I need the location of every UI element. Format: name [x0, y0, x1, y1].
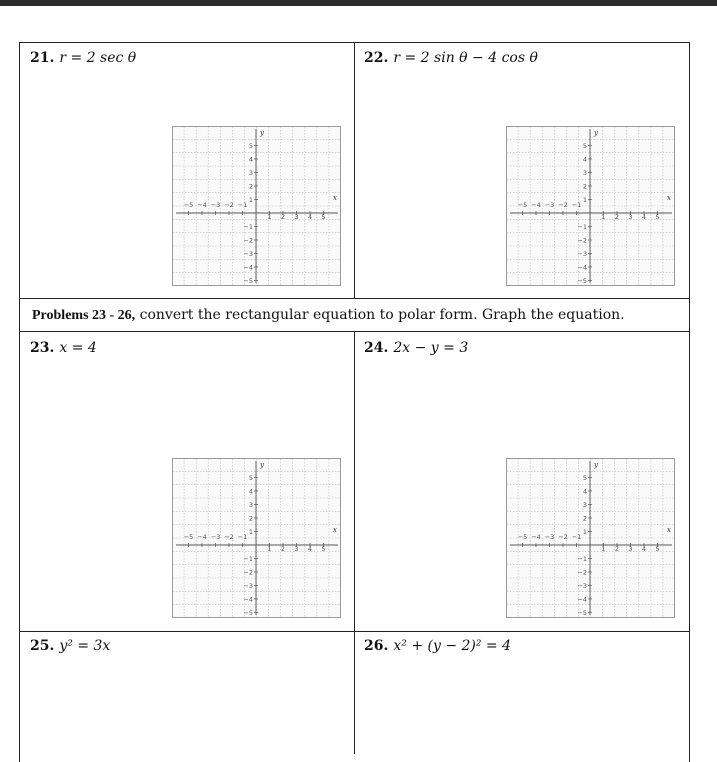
- x-tick-label: 2: [614, 213, 620, 221]
- problem-equation: y² = 3x: [59, 638, 111, 654]
- problem-number: 21.: [30, 50, 55, 66]
- y-tick-label: 4: [582, 487, 587, 496]
- y-tick-label: 5: [582, 141, 587, 150]
- y-tick-label: −3: [243, 581, 253, 590]
- x-axis-label: x: [667, 194, 671, 202]
- x-tick-label: −5: [183, 201, 194, 209]
- y-axis-label: y: [260, 461, 264, 469]
- y-tick-label: 4: [248, 155, 253, 164]
- problem-equation: r = 2 sin θ − 4 cos θ: [393, 50, 538, 66]
- y-tick-label: 1: [248, 195, 253, 204]
- problem-number: 26.: [364, 638, 389, 654]
- y-tick-label: −3: [577, 249, 587, 258]
- x-tick-label: −2: [224, 533, 234, 541]
- x-tick-label: −1: [237, 201, 248, 209]
- x-tick-label: −3: [544, 201, 555, 209]
- y-tick-label: 4: [248, 487, 253, 496]
- coordinate-plane: [172, 126, 341, 286]
- graph-grid-24[interactable]: [506, 458, 675, 618]
- x-tick-label: 4: [307, 545, 313, 553]
- top-bar: [0, 0, 717, 6]
- y-tick-label: −5: [577, 608, 587, 617]
- problem-21: [30, 50, 136, 66]
- y-tick-label: −2: [243, 568, 253, 577]
- x-tick-label: −5: [517, 533, 528, 541]
- x-tick-label: −2: [558, 533, 568, 541]
- coordinate-plane: [506, 126, 675, 286]
- x-tick-label: −2: [558, 201, 568, 209]
- y-tick-label: −2: [577, 568, 587, 577]
- problem-number: 25.: [30, 638, 55, 654]
- problem-equation: x = 4: [59, 340, 97, 356]
- problem-number: 24.: [364, 340, 389, 356]
- x-tick-label: 2: [280, 213, 286, 221]
- y-tick-label: −4: [577, 263, 587, 272]
- x-tick-label: −5: [517, 201, 528, 209]
- problem-22: [364, 50, 538, 66]
- x-tick-label: 1: [267, 213, 272, 221]
- x-tick-label: 3: [294, 213, 299, 221]
- x-tick-label: 2: [280, 545, 286, 553]
- problem-equation: x² + (y − 2)² = 4: [393, 638, 512, 654]
- x-tick-label: −1: [571, 533, 582, 541]
- x-tick-label: 3: [628, 545, 633, 553]
- problem-number: 23.: [30, 340, 55, 356]
- y-axis-label: y: [260, 129, 264, 137]
- x-tick-label: −1: [571, 201, 582, 209]
- column-divider: [354, 331, 355, 754]
- x-tick-label: 1: [267, 545, 272, 553]
- y-tick-label: −1: [243, 222, 253, 231]
- y-tick-label: 4: [582, 155, 587, 164]
- instructions-text: convert the rectangular equation to polar form. Graph the equation.: [135, 307, 625, 323]
- graph-grid-23[interactable]: [172, 458, 341, 618]
- y-tick-label: −3: [577, 581, 587, 590]
- graph-grid-21[interactable]: [172, 126, 341, 286]
- problem-23: [30, 340, 97, 356]
- coordinate-plane: [506, 458, 675, 618]
- x-tick-label: 5: [655, 213, 660, 221]
- x-axis-label: x: [333, 194, 337, 202]
- y-tick-label: 3: [582, 500, 587, 509]
- y-tick-label: 5: [582, 473, 587, 482]
- problem-equation: r = 2 sec θ: [59, 50, 137, 66]
- x-axis-label: x: [667, 526, 671, 534]
- y-tick-label: −3: [243, 249, 253, 258]
- y-axis-label: y: [594, 129, 598, 137]
- x-tick-label: −3: [210, 201, 221, 209]
- y-axis-label: y: [594, 461, 598, 469]
- x-tick-label: −3: [544, 533, 555, 541]
- x-tick-label: −4: [531, 201, 541, 209]
- instructions-bold: Problems 23 - 26,: [32, 308, 136, 323]
- problem-25: [30, 638, 110, 654]
- y-tick-label: 1: [582, 527, 587, 536]
- y-tick-label: 2: [248, 514, 253, 523]
- x-axis-label: x: [333, 526, 337, 534]
- y-tick-label: 3: [248, 500, 253, 509]
- y-tick-label: 3: [582, 168, 587, 177]
- y-tick-label: −1: [577, 554, 587, 563]
- x-tick-label: −5: [183, 533, 194, 541]
- y-tick-label: 5: [248, 473, 253, 482]
- y-tick-label: −5: [577, 276, 587, 285]
- x-tick-label: −3: [210, 533, 221, 541]
- x-tick-label: 4: [307, 213, 313, 221]
- x-tick-label: 5: [655, 545, 660, 553]
- y-tick-label: −1: [577, 222, 587, 231]
- y-tick-label: 2: [248, 182, 253, 191]
- x-tick-label: 3: [628, 213, 633, 221]
- graph-grid-22[interactable]: [506, 126, 675, 286]
- y-tick-label: −4: [577, 595, 587, 604]
- x-tick-label: 1: [601, 213, 606, 221]
- table-divider: [19, 298, 689, 299]
- x-tick-label: 1: [601, 545, 606, 553]
- x-tick-label: −4: [197, 533, 207, 541]
- y-tick-label: 2: [582, 514, 587, 523]
- problem-number: 22.: [364, 50, 389, 66]
- y-tick-label: −4: [243, 595, 253, 604]
- x-tick-label: 4: [641, 213, 647, 221]
- y-tick-label: −5: [243, 276, 253, 285]
- y-tick-label: −2: [243, 236, 253, 245]
- x-tick-label: −1: [237, 533, 248, 541]
- x-tick-label: 5: [321, 545, 326, 553]
- x-tick-label: −4: [531, 533, 541, 541]
- problem-equation: 2x − y = 3: [393, 340, 469, 356]
- x-tick-label: 3: [294, 545, 299, 553]
- y-tick-label: 3: [248, 168, 253, 177]
- y-tick-label: −2: [577, 236, 587, 245]
- x-tick-label: −2: [224, 201, 234, 209]
- y-tick-label: 2: [582, 182, 587, 191]
- column-divider: [354, 42, 355, 298]
- problem-26: [364, 638, 511, 654]
- y-tick-label: −5: [243, 608, 253, 617]
- instructions: [32, 307, 625, 324]
- x-tick-label: 5: [321, 213, 326, 221]
- x-tick-label: 2: [614, 545, 620, 553]
- problem-24: [364, 340, 468, 356]
- y-tick-label: −1: [243, 554, 253, 563]
- coordinate-plane: [172, 458, 341, 618]
- x-tick-label: −4: [197, 201, 207, 209]
- x-tick-label: 4: [641, 545, 647, 553]
- y-tick-label: 5: [248, 141, 253, 150]
- y-tick-label: 1: [248, 527, 253, 536]
- y-tick-label: 1: [582, 195, 587, 204]
- y-tick-label: −4: [243, 263, 253, 272]
